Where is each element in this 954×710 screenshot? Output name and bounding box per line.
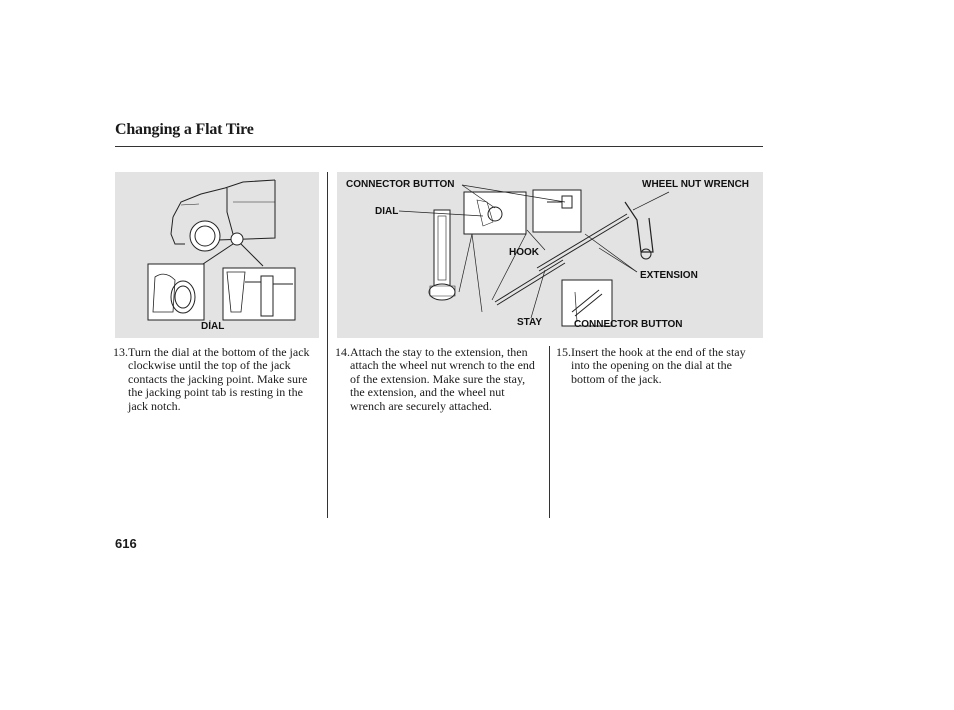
- label-extension: EXTENSION: [640, 270, 698, 281]
- page-number: 616: [115, 536, 137, 551]
- step-13: [113, 346, 318, 413]
- column-divider-1: [327, 172, 328, 518]
- label-connector-button-bottom: CONNECTOR BUTTON: [574, 319, 683, 330]
- label-dial-left: DIAL: [201, 321, 225, 332]
- label-dial-right: DIAL: [375, 206, 399, 217]
- step-14: [335, 346, 540, 413]
- step-number: 13.: [113, 345, 128, 359]
- title-rule: [115, 146, 763, 147]
- step-text: Turn the dial at the bottom of the jack clockwise until the top of the jack contacts the jacking point. Make sure the jacking point tab is resting in the jack notch.: [128, 345, 310, 413]
- label-connector-button-top: CONNECTOR BUTTON: [346, 179, 455, 190]
- page-title: Changing a Flat Tire: [115, 121, 254, 138]
- figure-jack-handle-assembly: [337, 172, 763, 338]
- step-text: Insert the hook at the end of the stay into the opening on the dial at the bottom of the jack.: [571, 345, 746, 386]
- column-divider-2: [549, 346, 550, 518]
- label-wheel-nut-wrench: WHEEL NUT WRENCH: [642, 179, 750, 190]
- step-number: 15.: [556, 345, 571, 359]
- label-stay: STAY: [517, 317, 543, 328]
- car-jack-illustration: [115, 172, 319, 338]
- jack-handle-illustration: [337, 172, 763, 338]
- figure-jack-at-jacking-point: [115, 172, 319, 338]
- step-number: 14.: [335, 345, 350, 359]
- step-15: [556, 346, 761, 386]
- label-hook: HOOK: [509, 247, 539, 258]
- step-text: Attach the stay to the extension, then attach the wheel nut wrench to the end of the extension. Make sure the stay, the extension, and the wheel nut wrench are securely attached.: [350, 345, 535, 413]
